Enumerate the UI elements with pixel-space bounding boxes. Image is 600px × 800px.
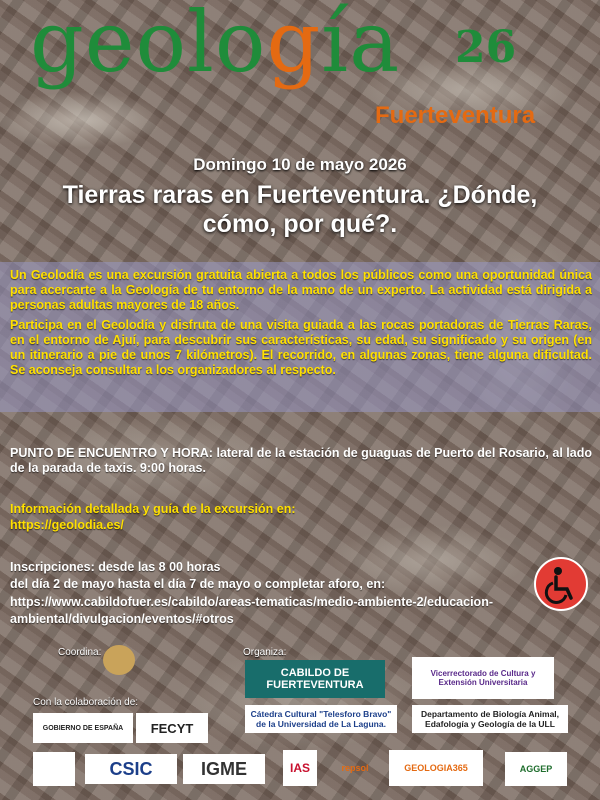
- departamento-box: Departamento de Biología Animal, Edafología y Geología de la ULL: [412, 705, 568, 733]
- cabildo-logo: CABILDO DE FUERTEVENTURA: [245, 660, 385, 698]
- description-paragraph: Participa en el Geolodía y disfruta de una visita guiada a las rocas portadoras de Tierras Raras, en el entorno de Ajuí, para descubrir sus características, su edad, su significado y su origen (en un itinerario a pie de unos 7 kilómetros). El recorrido, en algunas zonas, tiene alguna dificultad. Se aconseja consultar a los organizadores al respecto.: [10, 318, 592, 377]
- geolodia-logo: [30, 0, 590, 129]
- meeting-point: PUNTO DE ENCUENTRO Y HORA: lateral de la estación de guaguas de Puerto del Rosario, al lado de la parada de taxis. 9:00 horas.: [10, 446, 592, 475]
- event-title: Tierras raras en Fuerteventura. ¿Dónde, cómo, por qué?.: [62, 181, 538, 238]
- catedra-box: Cátedra Cultural "Telesforo Bravo" de la Universidad de La Laguna.: [245, 705, 397, 733]
- registration-url-1[interactable]: https://www.cabildofuer.es/cabildo/areas-tematicas/medio-ambiente-2/educacion-: [10, 595, 493, 609]
- geologia365-logo: GEOLOGIA365: [389, 750, 483, 786]
- aggep-logo: AGGEP: [505, 752, 567, 786]
- fecyt-logo: FECYT: [136, 713, 208, 743]
- logo-year: 26: [455, 22, 517, 73]
- info-link[interactable]: https://geolodia.es/: [10, 518, 124, 532]
- igme-logo: IGME: [183, 754, 265, 784]
- logo-wordmark: geología: [30, 0, 401, 91]
- colaboracion-label: Con la colaboración de:: [33, 697, 139, 708]
- coordina-logo: [103, 645, 135, 675]
- organiza-label: Organiza:: [243, 647, 287, 658]
- wheelchair-icon: [536, 559, 586, 609]
- coordina-label: Coordina:: [58, 647, 102, 658]
- intro-paragraph: Un Geolodía es una excursión gratuita abierta a todos los públicos como una oportunidad única para acercarte a la Geología de tu entorno de la mano de un experto. La actividad está dirigida a personas adultas mayores de 18 años.: [10, 268, 592, 312]
- event-date: Domingo 10 de mayo 2026: [193, 155, 407, 174]
- gobierno-logo: GOBIERNO DE ESPAÑA: [33, 713, 133, 743]
- registration-line2: del día 2 de mayo hasta el día 7 de mayo o completar aforo, en:: [10, 577, 386, 591]
- accessibility-badge: [534, 557, 588, 611]
- registration-url-2[interactable]: ambiental/divulgacion/eventos/#otros: [10, 612, 234, 626]
- ias-logo: IAS: [283, 750, 317, 786]
- logo-place: Fuerteventura: [375, 102, 536, 129]
- registration-line1: Inscripciones: desde las 8 00 horas: [10, 560, 221, 574]
- info-label: Información detallada y guía de la excursión en:: [10, 502, 296, 516]
- csic-logo: CSIC: [85, 754, 177, 784]
- ull-logo: Vicerrectorado de Cultura y Extensión Universitaria: [412, 657, 554, 699]
- repsol-logo: repsol: [341, 763, 369, 773]
- anmoh-logo: [33, 752, 75, 786]
